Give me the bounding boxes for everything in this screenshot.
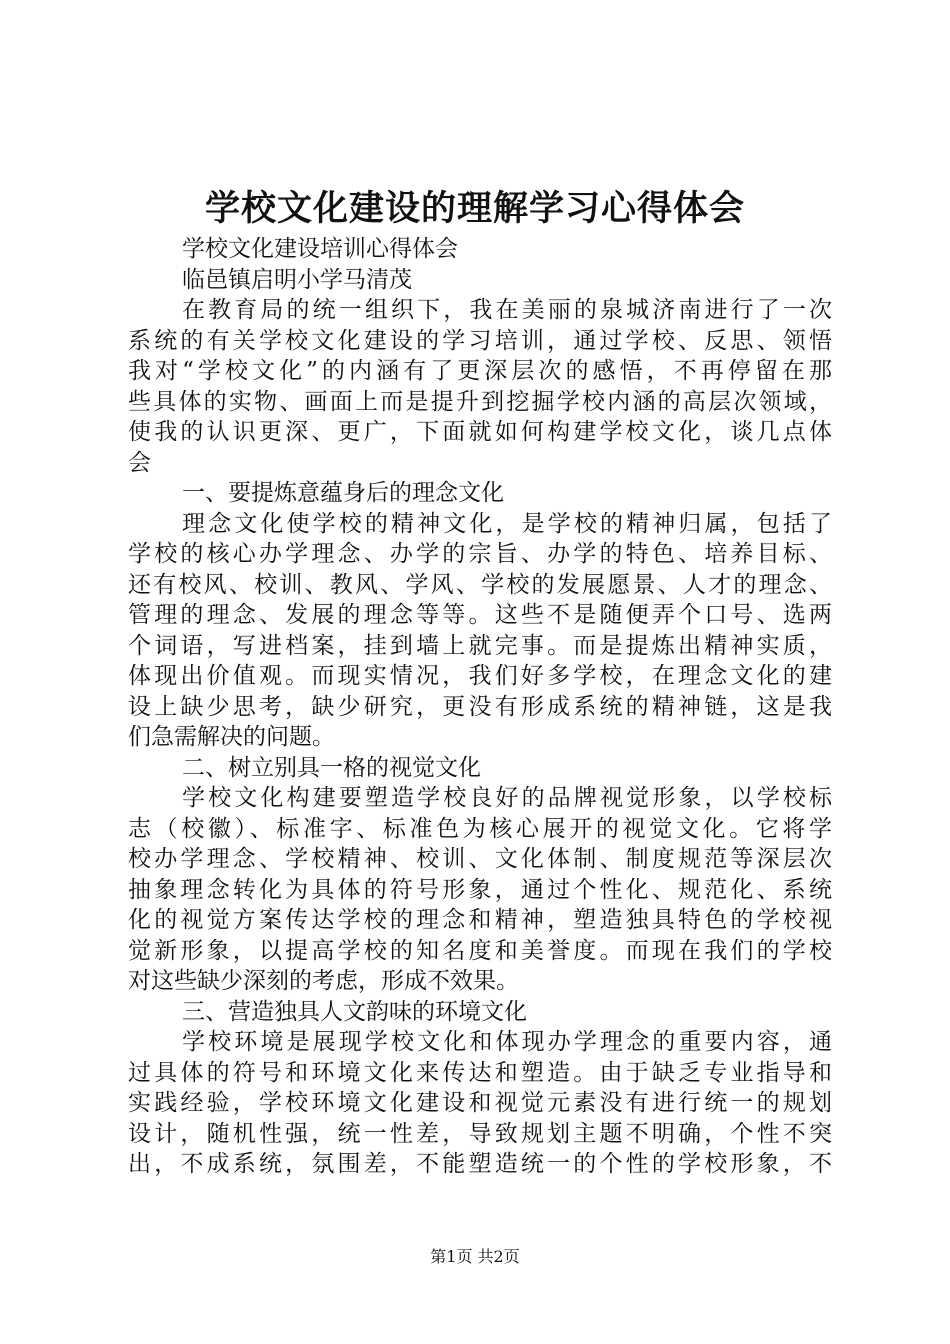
- text-line: 个词语，写进档案，挂到墙上就完事。而是提炼出精神实质，: [128, 632, 832, 659]
- text-line: 设上缺少思考，缺少研究，更没有形成系统的精神链，这是我: [128, 693, 832, 720]
- text-line: 抽象理念转化为具体的符号形象，通过个性化、规范化、系统: [128, 876, 832, 903]
- text-line: 设计，随机性强，统一性差，导致规划主题不明确，个性不突: [128, 1120, 832, 1147]
- text-line: 系统的有关学校文化建设的学习培训，通过学校、反思、领悟: [128, 327, 832, 354]
- document-title: 学校文化建设的理解学习心得体会: [204, 188, 745, 229]
- text-line: 会: [128, 449, 151, 476]
- text-line: 些具体的实物、画面上而是提升到挖掘学校内涵的高层次领域，: [128, 388, 832, 415]
- text-line: 觉新形象，以提高学校的知名度和美誉度。而现在我们的学校: [128, 937, 832, 964]
- text-line: 校办学理念、学校精神、校训、文化体制、制度规范等深层次: [128, 846, 832, 872]
- text-line: 体现出价值观。而现实情况，我们好多学校，在理念文化的建: [128, 663, 832, 689]
- text-line: 们急需解决的问题。: [128, 724, 335, 750]
- text-line: 还有校风、校训、教风、学风、学校的发展愿景、人才的理念、: [128, 571, 832, 598]
- text-line: 一、要提炼意蕴身后的理念文化: [182, 480, 504, 506]
- text-line: 过具体的符号和环境文化来传达和塑造。由于缺乏专业指导和: [128, 1059, 832, 1086]
- text-line: 实践经验，学校环境文化建设和视觉元素没有进行统一的规划: [128, 1090, 832, 1116]
- text-line: 学校文化建设培训心得体会: [182, 236, 458, 262]
- text-line: 学校文化构建要塑造学校良好的品牌视觉形象，以学校标: [182, 785, 832, 811]
- text-line: 化的视觉方案传达学校的理念和精神，塑造独具特色的学校视: [128, 907, 832, 933]
- text-line: 理念文化使学校的精神文化，是学校的精神归属，包括了: [182, 510, 832, 537]
- text-line: 对这些缺少深刻的考虑，形成不效果。: [128, 968, 519, 994]
- text-line: 在教育局的统一组织下，我在美丽的泉城济南进行了一次: [182, 297, 832, 323]
- text-line: 学校环境是展现学校文化和体现办学理念的重要内容，通: [182, 1029, 832, 1055]
- text-line: 二、树立别具一格的视觉文化: [182, 754, 481, 781]
- document-body: [128, 234, 832, 1180]
- text-line: 使我的认识更深、更广，下面就如何构建学校文化，谈几点体: [128, 419, 832, 445]
- text-line: 志（校徽）、标准字、标准色为核心展开的视觉文化。它将学: [128, 815, 832, 842]
- text-line: 管理的理念、发展的理念等等。这些不是随便弄个口号、选两: [128, 602, 832, 628]
- text-line: 临邑镇启明小学马清茂: [182, 266, 412, 293]
- page-footer: 第1页 共2页: [430, 1247, 520, 1266]
- text-line: 学校的核心办学理念、办学的宗旨、办学的特色、培养目标、: [128, 541, 832, 567]
- text-line: 我对“学校文化”的内涵有了更深层次的感悟，不再停留在那: [128, 358, 832, 384]
- text-line: 三、营造独具人文韵味的环境文化: [182, 998, 527, 1025]
- text-line: 出，不成系统，氛围差，不能塑造统一的个性的学校形象，不: [128, 1151, 832, 1177]
